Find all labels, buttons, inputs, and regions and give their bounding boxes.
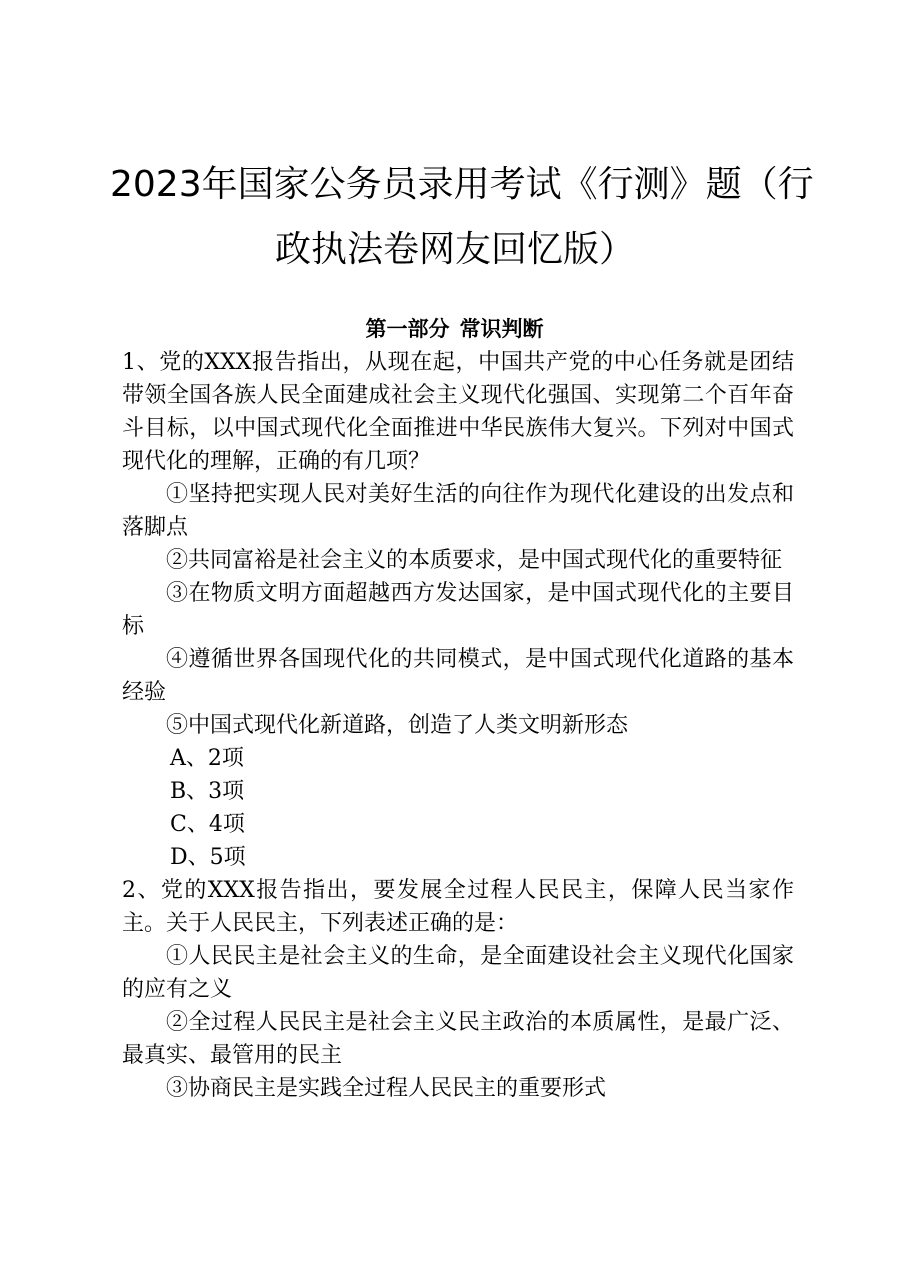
question-1-option-b: B、3项 bbox=[170, 779, 245, 804]
question-1-statement-1: ①坚持把实现人民对美好生活的向往作为现代化建设的出发点和落脚点 bbox=[122, 482, 794, 540]
question-1-statement-3: ③在物质文明方面超越西方发达国家，是中国式现代化的主要目标 bbox=[122, 581, 794, 639]
section-part: 第一部分 bbox=[365, 317, 450, 341]
question-1-statement-2: ②共同富裕是社会主义的本质要求，是中国式现代化的重要特征 bbox=[166, 548, 783, 573]
question-1-statement-4: ④遵循世界各国现代化的共同模式，是中国式现代化道路的基本经验 bbox=[122, 647, 794, 705]
question-1-option-d: D、5项 bbox=[170, 845, 246, 870]
question-1-option-c: C、4项 bbox=[170, 812, 245, 837]
section-heading bbox=[0, 315, 909, 343]
question-2 bbox=[122, 874, 794, 1105]
question-1 bbox=[122, 346, 794, 874]
section-name: 常识判断 bbox=[459, 317, 544, 341]
document-title-line-1: 2023年国家公务员录用考试《行测》题（行 bbox=[110, 164, 814, 205]
question-2-stem: 2、党的XXX报告指出，要发展全过程人民民主，保障人民当家作主。关于人民民主，下列表述正确的是： bbox=[122, 878, 794, 936]
question-2-statement-2: ②全过程人民民主是社会主义民主政治的本质属性，是最广泛、最真实、最管用的民主 bbox=[122, 1010, 794, 1068]
question-2-statement-1: ①人民民主是社会主义的生命，是全面建设社会主义现代化国家的应有之义 bbox=[122, 944, 794, 1002]
question-1-statement-5: ⑤中国式现代化新道路，创造了人类文明新形态 bbox=[166, 713, 629, 738]
question-list bbox=[122, 346, 794, 1105]
question-1-stem: 1、党的XXX报告指出，从现在起，中国共产党的中心任务就是团结带领全国各族人民全面建成社会主义现代化强国、实现第二个百年奋斗目标，以中国式现代化全面推进中华民族伟大复兴。下列对中国式现代化的理解，正确的有几项？ bbox=[122, 350, 794, 474]
document-title-line-2: 政执法卷网友回忆版） bbox=[274, 229, 635, 270]
question-2-statement-3: ③协商民主是实践全过程人民民主的重要形式 bbox=[166, 1076, 607, 1101]
question-1-option-a: A、2项 bbox=[170, 746, 244, 771]
